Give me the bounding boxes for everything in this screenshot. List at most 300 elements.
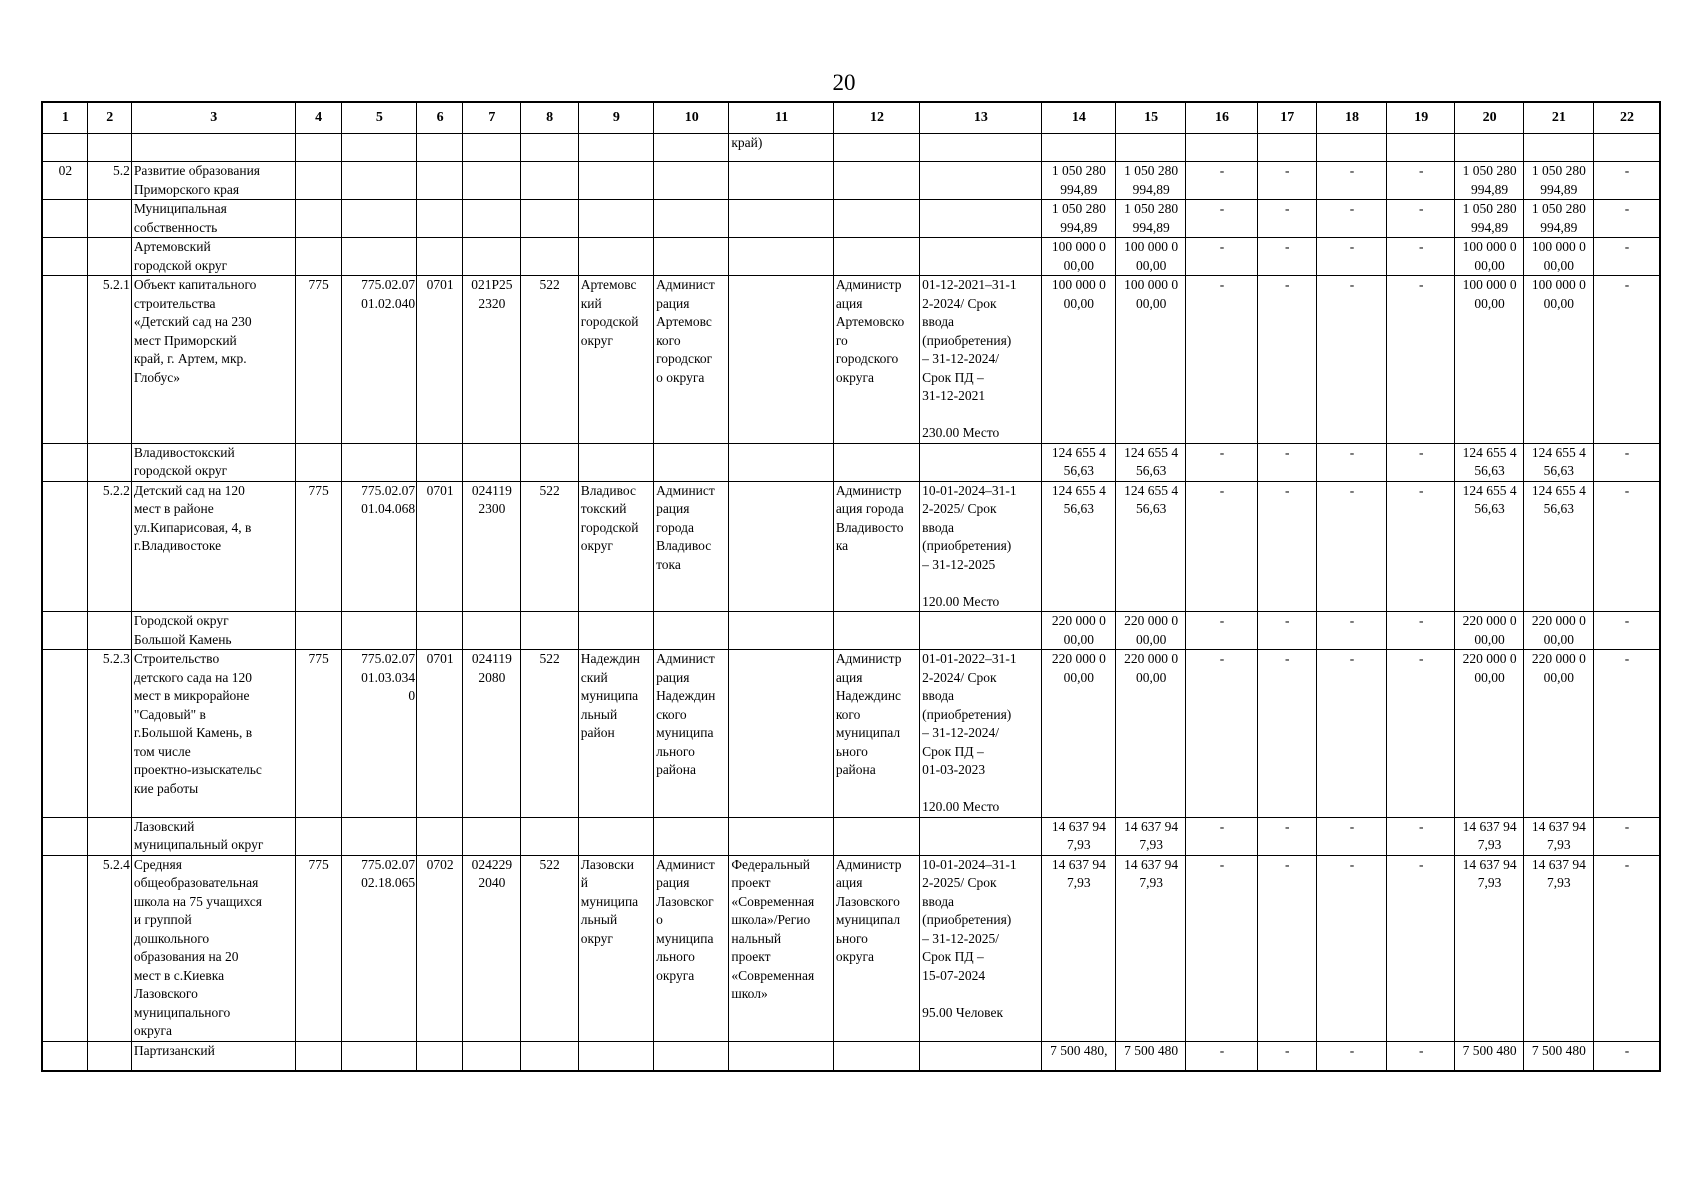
cell-c4: 775 [295, 481, 341, 612]
cell-v21: 100 000 0 00,00 [1523, 276, 1593, 444]
cell-c13 [920, 200, 1042, 238]
column-header: 21 [1523, 102, 1593, 134]
table-row [42, 134, 1660, 162]
table-row-item [42, 481, 1660, 612]
cell-v14: 14 637 94 7,93 [1041, 855, 1115, 1041]
cell-d22: - [1594, 817, 1661, 855]
cell-c8: 522 [520, 855, 578, 1041]
cell-v14: 220 000 0 00,00 [1041, 612, 1115, 650]
cell-c4: 775 [295, 276, 341, 444]
cell-c11 [729, 443, 833, 481]
cell-v15: 7 500 480 [1116, 1041, 1186, 1071]
cell-c6 [417, 200, 463, 238]
cell-c3: Городской округ Большой Камень [131, 612, 295, 650]
cell-c9 [578, 443, 653, 481]
column-header: 11 [729, 102, 833, 134]
cell-d22: - [1594, 612, 1661, 650]
cell-c2 [87, 134, 131, 162]
cell-c10: Админист рация Лазовског о муниципа льного округа [654, 855, 729, 1041]
cell-c5 [341, 1041, 416, 1071]
cell-c7 [463, 1041, 520, 1071]
cell-c6: 0701 [417, 650, 463, 818]
cell-c13 [920, 817, 1042, 855]
cell-c13: 01-12-2021–31-1 2-2024/ Срок ввода (приобретения) – 31-12-2024/ Срок ПД – 31-12-2021 230.00 Место [920, 276, 1042, 444]
cell-c4 [295, 162, 341, 200]
cell-c5: 775.02.07 01.03.034 0 [341, 650, 416, 818]
column-header: 13 [920, 102, 1042, 134]
table-row [42, 443, 1660, 481]
cell-d19 [1387, 134, 1455, 162]
cell-c4 [295, 238, 341, 276]
cell-v15: 220 000 0 00,00 [1116, 612, 1186, 650]
cell-c4 [295, 200, 341, 238]
column-header: 15 [1116, 102, 1186, 134]
cell-c13: 01-01-2022–31-1 2-2024/ Срок ввода (приобретения) – 31-12-2024/ Срок ПД – 01-03-2023 120.00 Место [920, 650, 1042, 818]
cell-c10 [654, 200, 729, 238]
cell-c1 [42, 817, 87, 855]
cell-v14: 100 000 0 00,00 [1041, 238, 1115, 276]
cell-v14: 124 655 4 56,63 [1041, 443, 1115, 481]
cell-d16: - [1186, 443, 1257, 481]
cell-c11: край) [729, 134, 833, 162]
cell-c10 [654, 238, 729, 276]
cell-c6 [417, 817, 463, 855]
cell-c7 [463, 200, 520, 238]
cell-c1 [42, 1041, 87, 1071]
cell-v20: 1 050 280 994,89 [1455, 200, 1523, 238]
cell-c7 [463, 443, 520, 481]
cell-c3: Владивостокский городской округ [131, 443, 295, 481]
cell-c6 [417, 238, 463, 276]
cell-d17 [1257, 134, 1316, 162]
cell-c8 [520, 200, 578, 238]
cell-c2: 5.2 [87, 162, 131, 200]
column-header: 6 [417, 102, 463, 134]
cell-c12 [833, 238, 919, 276]
column-header: 8 [520, 102, 578, 134]
cell-c5 [341, 817, 416, 855]
cell-c11 [729, 200, 833, 238]
column-header: 16 [1186, 102, 1257, 134]
cell-v14: 1 050 280 994,89 [1041, 200, 1115, 238]
cell-d22: - [1594, 200, 1661, 238]
column-header: 3 [131, 102, 295, 134]
cell-c10: Админист рация Надеждин ского муниципа льного района [654, 650, 729, 818]
cell-d19: - [1387, 817, 1455, 855]
cell-d19: - [1387, 481, 1455, 612]
cell-v15: 100 000 0 00,00 [1116, 276, 1186, 444]
cell-d18: - [1316, 276, 1386, 444]
cell-c13 [920, 612, 1042, 650]
cell-c13 [920, 443, 1042, 481]
cell-c5 [341, 443, 416, 481]
cell-d22: - [1594, 162, 1661, 200]
cell-v14: 7 500 480, [1041, 1041, 1115, 1071]
cell-v20: 124 655 4 56,63 [1455, 481, 1523, 612]
cell-d16: - [1186, 200, 1257, 238]
cell-d16: - [1186, 1041, 1257, 1071]
cell-c8: 522 [520, 276, 578, 444]
cell-c6: 0702 [417, 855, 463, 1041]
cell-v15: 100 000 0 00,00 [1116, 238, 1186, 276]
cell-c12 [833, 162, 919, 200]
cell-c9 [578, 238, 653, 276]
cell-c10: Админист рация Артемовс кого городског о округа [654, 276, 729, 444]
cell-v15: 1 050 280 994,89 [1116, 200, 1186, 238]
register-table [41, 101, 1661, 1072]
cell-c11 [729, 481, 833, 612]
cell-c13 [920, 238, 1042, 276]
cell-d17: - [1257, 1041, 1316, 1071]
cell-d17: - [1257, 855, 1316, 1041]
cell-c7 [463, 162, 520, 200]
cell-v15: 14 637 94 7,93 [1116, 855, 1186, 1041]
cell-d18: - [1316, 238, 1386, 276]
cell-c12: Администр ация Надеждинс кого муниципал ьного района [833, 650, 919, 818]
column-header: 9 [578, 102, 653, 134]
cell-c1 [42, 650, 87, 818]
cell-d18: - [1316, 650, 1386, 818]
cell-v20: 14 637 94 7,93 [1455, 817, 1523, 855]
cell-c12 [833, 134, 919, 162]
cell-v14: 14 637 94 7,93 [1041, 817, 1115, 855]
table-row [42, 162, 1660, 200]
column-header: 22 [1594, 102, 1661, 134]
cell-v21: 100 000 0 00,00 [1523, 238, 1593, 276]
cell-c5 [341, 162, 416, 200]
table-row [42, 238, 1660, 276]
cell-c9 [578, 612, 653, 650]
cell-c6: 0701 [417, 276, 463, 444]
cell-v15: 124 655 4 56,63 [1116, 443, 1186, 481]
cell-d22: - [1594, 276, 1661, 444]
cell-c2 [87, 612, 131, 650]
cell-c8 [520, 443, 578, 481]
cell-c3: Развитие образования Приморского края [131, 162, 295, 200]
cell-c7 [463, 238, 520, 276]
cell-c9: Надеждин ский муниципа льный район [578, 650, 653, 818]
cell-c2: 5.2.3 [87, 650, 131, 818]
cell-c6 [417, 134, 463, 162]
table-row [42, 200, 1660, 238]
cell-c1 [42, 612, 87, 650]
cell-c10 [654, 1041, 729, 1071]
cell-d19: - [1387, 855, 1455, 1041]
column-header: 14 [1041, 102, 1115, 134]
cell-d18: - [1316, 855, 1386, 1041]
cell-c8 [520, 612, 578, 650]
cell-d19: - [1387, 650, 1455, 818]
cell-c2 [87, 1041, 131, 1071]
cell-d18: - [1316, 1041, 1386, 1071]
cell-v21: 220 000 0 00,00 [1523, 612, 1593, 650]
table-row-item [42, 650, 1660, 818]
cell-c1 [42, 134, 87, 162]
cell-c12 [833, 443, 919, 481]
cell-c4 [295, 134, 341, 162]
cell-c13 [920, 134, 1042, 162]
cell-c1 [42, 238, 87, 276]
cell-v21: 14 637 94 7,93 [1523, 817, 1593, 855]
cell-c13: 10-01-2024–31-1 2-2025/ Срок ввода (приобретения) – 31-12-2025/ Срок ПД – 15-07-2024 95.00 Человек [920, 855, 1042, 1041]
column-header: 5 [341, 102, 416, 134]
cell-v21: 220 000 0 00,00 [1523, 650, 1593, 818]
cell-c8: 522 [520, 481, 578, 612]
cell-d17: - [1257, 650, 1316, 818]
cell-c3 [131, 134, 295, 162]
cell-c12 [833, 817, 919, 855]
cell-c3: Артемовский городской округ [131, 238, 295, 276]
cell-c4 [295, 1041, 341, 1071]
cell-c5 [341, 134, 416, 162]
cell-v20: 14 637 94 7,93 [1455, 855, 1523, 1041]
cell-v15: 1 050 280 994,89 [1116, 162, 1186, 200]
cell-c9 [578, 200, 653, 238]
cell-c7: 021P25 2320 [463, 276, 520, 444]
cell-c11 [729, 612, 833, 650]
cell-v21: 1 050 280 994,89 [1523, 200, 1593, 238]
cell-v20: 7 500 480 [1455, 1041, 1523, 1071]
page-number: 20 [832, 70, 856, 95]
cell-d22 [1594, 134, 1661, 162]
cell-c3: Лазовский муниципальный округ [131, 817, 295, 855]
cell-c1: 02 [42, 162, 87, 200]
cell-c6: 0701 [417, 481, 463, 612]
cell-v20: 1 050 280 994,89 [1455, 162, 1523, 200]
cell-c4: 775 [295, 650, 341, 818]
cell-c13 [920, 162, 1042, 200]
cell-v21: 124 655 4 56,63 [1523, 481, 1593, 612]
cell-c5 [341, 612, 416, 650]
cell-c2 [87, 817, 131, 855]
cell-c2: 5.2.2 [87, 481, 131, 612]
cell-c12: Администр ация Лазовского муниципал ьного округа [833, 855, 919, 1041]
cell-d17: - [1257, 162, 1316, 200]
cell-c11 [729, 162, 833, 200]
cell-c2: 5.2.1 [87, 276, 131, 444]
cell-v21: 14 637 94 7,93 [1523, 855, 1593, 1041]
cell-d17: - [1257, 817, 1316, 855]
table-row-item [42, 276, 1660, 444]
cell-d17: - [1257, 481, 1316, 612]
table-body [42, 134, 1660, 1072]
cell-v14: 124 655 4 56,63 [1041, 481, 1115, 612]
cell-c9 [578, 162, 653, 200]
cell-c7 [463, 134, 520, 162]
cell-c6 [417, 1041, 463, 1071]
cell-d18: - [1316, 817, 1386, 855]
cell-v14: 220 000 0 00,00 [1041, 650, 1115, 818]
cell-d19: - [1387, 1041, 1455, 1071]
column-header: 19 [1387, 102, 1455, 134]
header-row [42, 102, 1660, 134]
cell-d18: - [1316, 612, 1386, 650]
cell-d22: - [1594, 1041, 1661, 1071]
cell-c5 [341, 200, 416, 238]
cell-c9 [578, 1041, 653, 1071]
cell-d16: - [1186, 276, 1257, 444]
cell-c5: 775.02.07 02.18.065 [341, 855, 416, 1041]
table-row [42, 612, 1660, 650]
cell-c8 [520, 817, 578, 855]
cell-v14: 100 000 0 00,00 [1041, 276, 1115, 444]
cell-c6 [417, 443, 463, 481]
cell-d19: - [1387, 443, 1455, 481]
cell-c12: Администр ация города Владивосто ка [833, 481, 919, 612]
cell-c11 [729, 276, 833, 444]
cell-c8 [520, 238, 578, 276]
cell-c3: Строительство детского сада на 120 мест в микрорайоне "Садовый" в г.Большой Камень, в том числе проектно-изыскательс кие работы [131, 650, 295, 818]
cell-d17: - [1257, 443, 1316, 481]
column-header: 10 [654, 102, 729, 134]
column-header: 17 [1257, 102, 1316, 134]
cell-d22: - [1594, 855, 1661, 1041]
column-header: 4 [295, 102, 341, 134]
cell-c7 [463, 612, 520, 650]
cell-d17: - [1257, 612, 1316, 650]
cell-c9: Артемовс кий городской округ [578, 276, 653, 444]
cell-c2 [87, 200, 131, 238]
cell-d19: - [1387, 238, 1455, 276]
cell-v15: 220 000 0 00,00 [1116, 650, 1186, 818]
cell-c2 [87, 443, 131, 481]
cell-c7: 024229 2040 [463, 855, 520, 1041]
cell-c11 [729, 817, 833, 855]
cell-d16: - [1186, 650, 1257, 818]
cell-c7: 024119 2300 [463, 481, 520, 612]
cell-d18: - [1316, 162, 1386, 200]
cell-c3: Детский сад на 120 мест в районе ул.Кипарисовая, 4, в г.Владивостоке [131, 481, 295, 612]
table-row-item [42, 855, 1660, 1041]
cell-d22: - [1594, 650, 1661, 818]
table-row [42, 1041, 1660, 1071]
cell-v14: 1 050 280 994,89 [1041, 162, 1115, 200]
cell-c1 [42, 481, 87, 612]
cell-d18 [1316, 134, 1386, 162]
cell-c4: 775 [295, 855, 341, 1041]
cell-v15 [1116, 134, 1186, 162]
cell-d19: - [1387, 612, 1455, 650]
cell-c9: Лазовски й муниципа льный округ [578, 855, 653, 1041]
cell-v14 [1041, 134, 1115, 162]
cell-c3: Партизанский [131, 1041, 295, 1071]
cell-c10 [654, 134, 729, 162]
cell-c5: 775.02.07 01.04.068 [341, 481, 416, 612]
cell-v21: 124 655 4 56,63 [1523, 443, 1593, 481]
cell-c3: Средняя общеобразовательная школа на 75 учащихся и группой дошкольного образования на 20 мест в с.Киевка Лазовского муниципального округа [131, 855, 295, 1041]
cell-c13: 10-01-2024–31-1 2-2025/ Срок ввода (приобретения) – 31-12-2025 120.00 Место [920, 481, 1042, 612]
cell-c10 [654, 443, 729, 481]
cell-d22: - [1594, 443, 1661, 481]
cell-c3: Объект капитального строительства «Детский сад на 230 мест Приморский край, г. Артем, мкр. Глобус» [131, 276, 295, 444]
cell-c3: Муниципальная собственность [131, 200, 295, 238]
cell-c4 [295, 612, 341, 650]
cell-c5 [341, 238, 416, 276]
cell-d16: - [1186, 481, 1257, 612]
cell-c1 [42, 200, 87, 238]
cell-d16: - [1186, 162, 1257, 200]
cell-c1 [42, 855, 87, 1041]
cell-d17: - [1257, 200, 1316, 238]
cell-c12 [833, 612, 919, 650]
cell-v21: 7 500 480 [1523, 1041, 1593, 1071]
cell-d17: - [1257, 276, 1316, 444]
cell-d18: - [1316, 443, 1386, 481]
cell-c8 [520, 1041, 578, 1071]
cell-v20 [1455, 134, 1523, 162]
cell-v21 [1523, 134, 1593, 162]
cell-d18: - [1316, 200, 1386, 238]
column-header: 1 [42, 102, 87, 134]
cell-c12: Администр ация Артемовско го городского округа [833, 276, 919, 444]
cell-c8 [520, 134, 578, 162]
cell-v20: 220 000 0 00,00 [1455, 612, 1523, 650]
cell-c9: Владивос токский городской округ [578, 481, 653, 612]
cell-v15: 124 655 4 56,63 [1116, 481, 1186, 612]
cell-d22: - [1594, 481, 1661, 612]
cell-v20: 124 655 4 56,63 [1455, 443, 1523, 481]
cell-c13 [920, 1041, 1042, 1071]
cell-v20: 220 000 0 00,00 [1455, 650, 1523, 818]
cell-c12 [833, 200, 919, 238]
cell-d19: - [1387, 200, 1455, 238]
cell-d16 [1186, 134, 1257, 162]
cell-c11 [729, 238, 833, 276]
cell-c10: Админист рация города Владивос тока [654, 481, 729, 612]
column-header: 20 [1455, 102, 1523, 134]
cell-c12 [833, 1041, 919, 1071]
cell-v21: 1 050 280 994,89 [1523, 162, 1593, 200]
cell-d19: - [1387, 162, 1455, 200]
cell-c10 [654, 162, 729, 200]
cell-d22: - [1594, 238, 1661, 276]
cell-c9 [578, 134, 653, 162]
cell-c7 [463, 817, 520, 855]
cell-c7: 024119 2080 [463, 650, 520, 818]
cell-c10 [654, 612, 729, 650]
cell-c2: 5.2.4 [87, 855, 131, 1041]
cell-d16: - [1186, 612, 1257, 650]
cell-v15: 14 637 94 7,93 [1116, 817, 1186, 855]
cell-c8 [520, 162, 578, 200]
cell-d19: - [1387, 276, 1455, 444]
column-header: 12 [833, 102, 919, 134]
cell-d17: - [1257, 238, 1316, 276]
cell-v20: 100 000 0 00,00 [1455, 238, 1523, 276]
cell-c6 [417, 612, 463, 650]
table-row [42, 817, 1660, 855]
cell-d18: - [1316, 481, 1386, 612]
cell-c6 [417, 162, 463, 200]
cell-c9 [578, 817, 653, 855]
cell-v20: 100 000 0 00,00 [1455, 276, 1523, 444]
cell-c11 [729, 650, 833, 818]
cell-c5: 775.02.07 01.02.040 [341, 276, 416, 444]
cell-d16: - [1186, 238, 1257, 276]
column-header: 7 [463, 102, 520, 134]
cell-c11: Федеральный проект «Современная школа»/Регио нальный проект «Современная школ» [729, 855, 833, 1041]
cell-c1 [42, 443, 87, 481]
cell-c8: 522 [520, 650, 578, 818]
cell-c10 [654, 817, 729, 855]
cell-c1 [42, 276, 87, 444]
cell-c4 [295, 443, 341, 481]
column-header: 2 [87, 102, 131, 134]
cell-d16: - [1186, 855, 1257, 1041]
cell-c4 [295, 817, 341, 855]
cell-c2 [87, 238, 131, 276]
column-header: 18 [1316, 102, 1386, 134]
